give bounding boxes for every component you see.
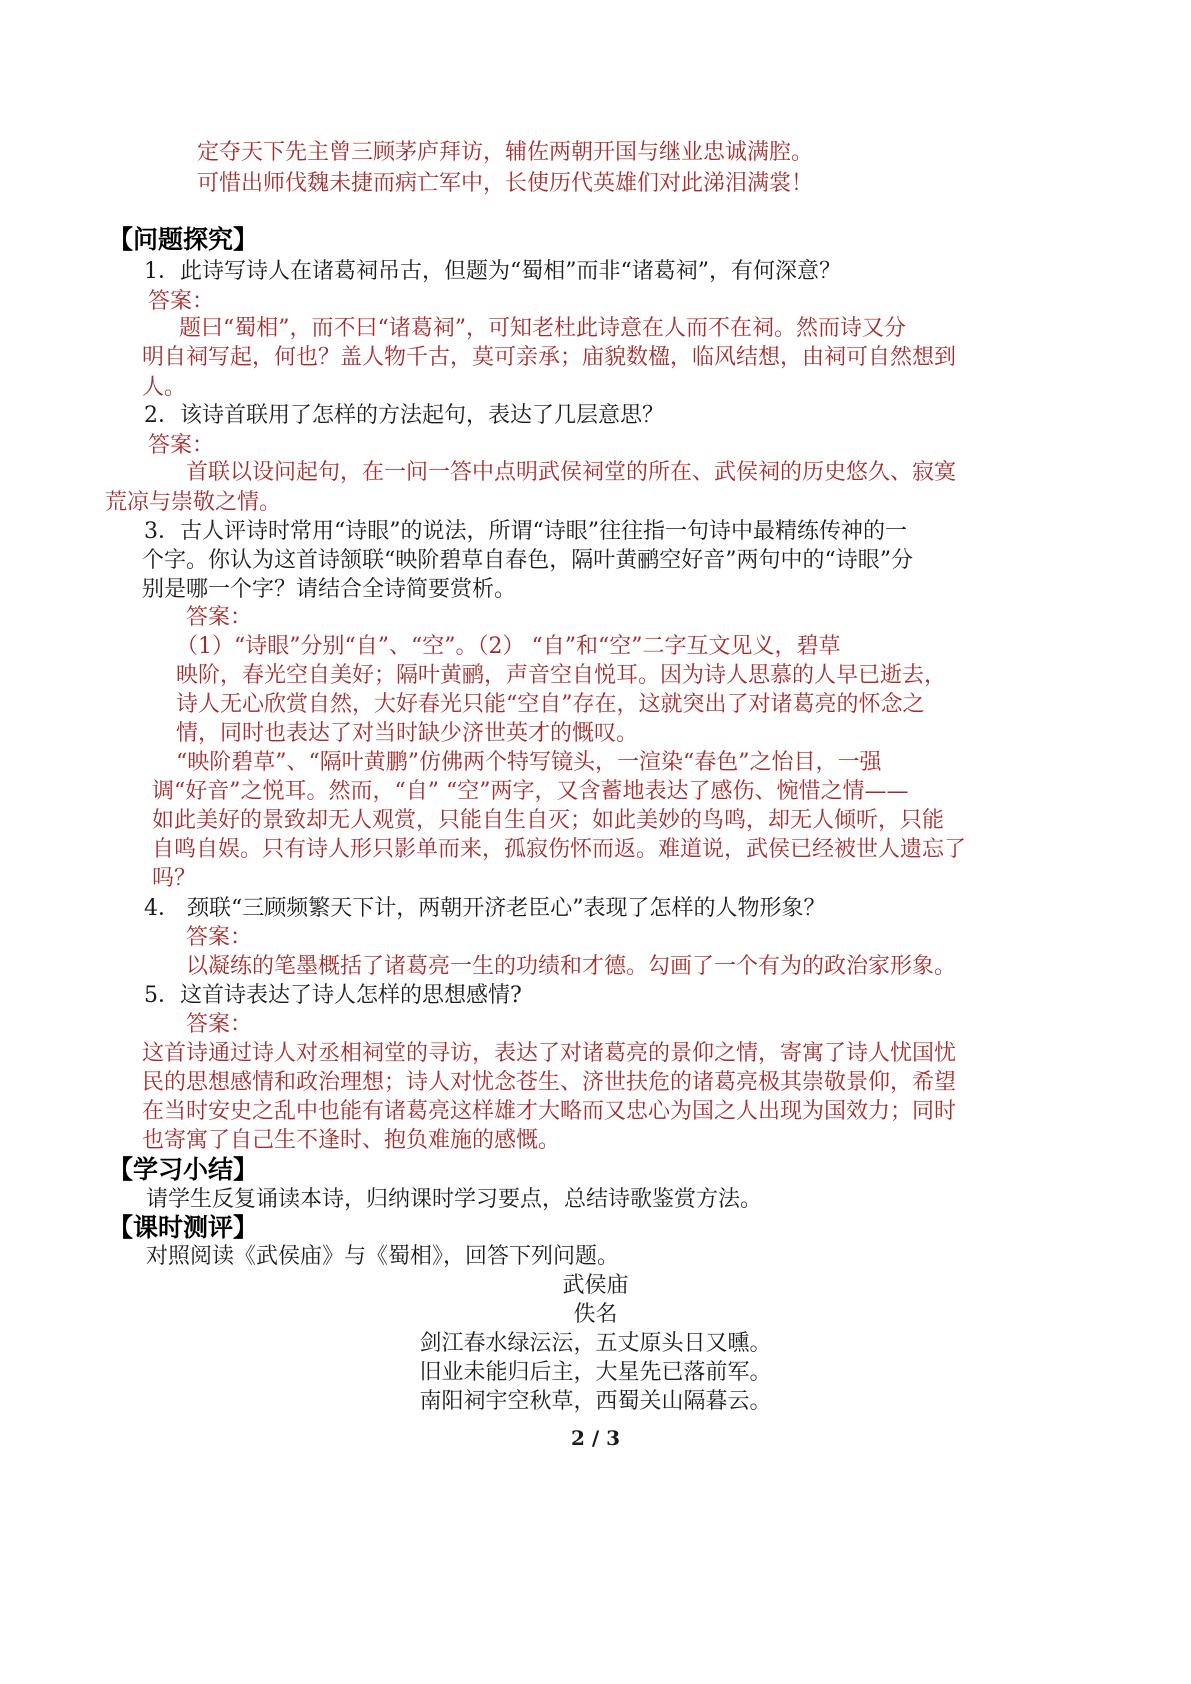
answer-3-line-8: 自鸣自娱。只有诗人形只影单而来，孤寂伤怀而返。难道说，武侯已经被世人遗忘了 [152, 837, 967, 862]
test-intro: 对照阅读《武侯庙》与《蜀相》，回答下列问题。 [146, 1244, 620, 1269]
answer-5-line-4: 也寄寓了自己生不逢时、抱负难施的感慨。 [142, 1128, 561, 1153]
answer-label: 答案： [186, 925, 253, 950]
answer-label: 答案： [186, 1012, 253, 1037]
question-1: 1．此诗写诗人在诸葛祠吊古，但题为“蜀相”而非“诸葛祠”，有何深意？ [144, 259, 841, 284]
answer-4: 以凝练的笔墨概括了诸葛亮一生的功绩和才德。勾画了一个有为的政治家形象。 [186, 954, 957, 979]
answer-label: 答案： [148, 289, 215, 314]
answer-1-line-3: 人。 [142, 375, 187, 400]
poem-line-2: 旧业未能归后主，大星先已落前军。 [419, 1360, 772, 1385]
answer-1-line-1: 题曰“蜀相”，而不曰“诸葛祠”，可知老杜此诗意在人而不在祠。然而诗又分 [179, 316, 906, 341]
answer-label: 答案： [148, 433, 215, 458]
answer-5-line-2: 民的思想感情和政治理想；诗人对忧念苍生、济世扶危的诸葛亮极其崇敬景仰，希望 [142, 1070, 957, 1095]
poem-title: 武侯庙 [562, 1273, 629, 1298]
question-3-line-2: 个字。你认为这首诗颔联“映阶碧草自春色，隔叶黄鹂空好音”两句中的“诗眼”分 [142, 548, 913, 573]
summary-text: 请学生反复诵读本诗，归纳课时学习要点，总结诗歌鉴赏方法。 [146, 1187, 763, 1212]
answer-3-line-1: （1）“诗眼”分别“自”、“空”。（2） “自”和“空”二字互文见义，碧草 [176, 634, 841, 659]
answer-3-line-9: 吗？ [152, 866, 197, 891]
answer-2-line-1: 首联以设问起句，在一问一答中点明武侯祠堂的所在、武侯祠的历史悠久、寂寞 [186, 460, 957, 485]
section-heading-summary: 【学习小结】 [108, 1155, 259, 1184]
answer-5-line-1: 这首诗通过诗人对丞相祠堂的寻访，表达了对诸葛亮的景仰之情，寄寓了诗人忧国忧 [142, 1041, 957, 1066]
page-number: 2 / 3 [570, 1426, 621, 1450]
answer-3-line-5: “映阶碧草”、“隔叶黄鹏”仿佛两个特写镜头，一渲染“春色”之怡目，一强 [176, 750, 882, 775]
question-3-line-1: 3．古人评诗时常用“诗眼”的说法，所谓“诗眼”往往指一句诗中最精练传神的一 [144, 519, 907, 544]
answer-3-line-2: 映阶，春光空自美好；隔叶黄鹂，声音空自悦耳。因为诗人思慕的人早已逝去， [176, 663, 947, 688]
question-5: 5．这首诗表达了诗人怎样的思想感情? [144, 983, 522, 1008]
question-4: 4． 颈联“三顾频繁天下计，两朝开济老臣心”表现了怎样的人物形象？ [144, 896, 826, 921]
answer-3-line-7: 如此美好的景致却无人观赏，只能自生自灭；如此美妙的鸟鸣，却无人倾听，只能 [152, 808, 945, 833]
question-3-line-3: 别是哪一个字？请结合全诗简要赏析。 [142, 577, 517, 602]
answer-label: 答案： [186, 605, 253, 630]
poem-line-1: 剑江春水绿沄沄，五丈原头日又曛。 [419, 1331, 772, 1356]
poem-author: 佚名 [573, 1302, 618, 1327]
answer-5-line-3: 在当时安史之乱中也能有诸葛亮这样雄才大略而又忠心为国之人出现为国效力；同时 [142, 1099, 957, 1124]
section-heading-inquiry: 【问题探究】 [108, 225, 259, 254]
answer-3-line-6: 调“好音”之悦耳。然而，“自” “空”两字，又含蓄地表达了感伤、惋惜之情—— [152, 779, 909, 804]
answer-2-line-2: 荒凉与崇敬之情。 [105, 490, 282, 515]
answer-3-line-3: 诗人无心欣赏自然，大好春光只能“空自”存在，这就突出了对诸葛亮的怀念之 [176, 692, 925, 717]
poem-line-3: 南阳祠宇空秋草，西蜀关山隔暮云。 [419, 1389, 772, 1414]
question-2: 2．该诗首联用了怎样的方法起句，表达了几层意思？ [144, 403, 664, 428]
section-heading-test: 【课时测评】 [108, 1213, 259, 1242]
answer-3-line-4: 情，同时也表达了对当时缺少济世英才的慨叹。 [176, 721, 639, 746]
poem-translation-line-1: 定夺天下先主曾三顾茅庐拜访，辅佐两朝开国与继业忠诚满腔。 [197, 140, 814, 165]
poem-translation-line-2: 可惜出师伐魏未捷而病亡军中，长使历代英雄们对此涕泪满裳！ [197, 171, 814, 196]
answer-1-line-2: 明自祠写起，何也？盖人物千古，莫可亲承；庙貌数楹，临风结想，由祠可自然想到 [142, 345, 957, 370]
